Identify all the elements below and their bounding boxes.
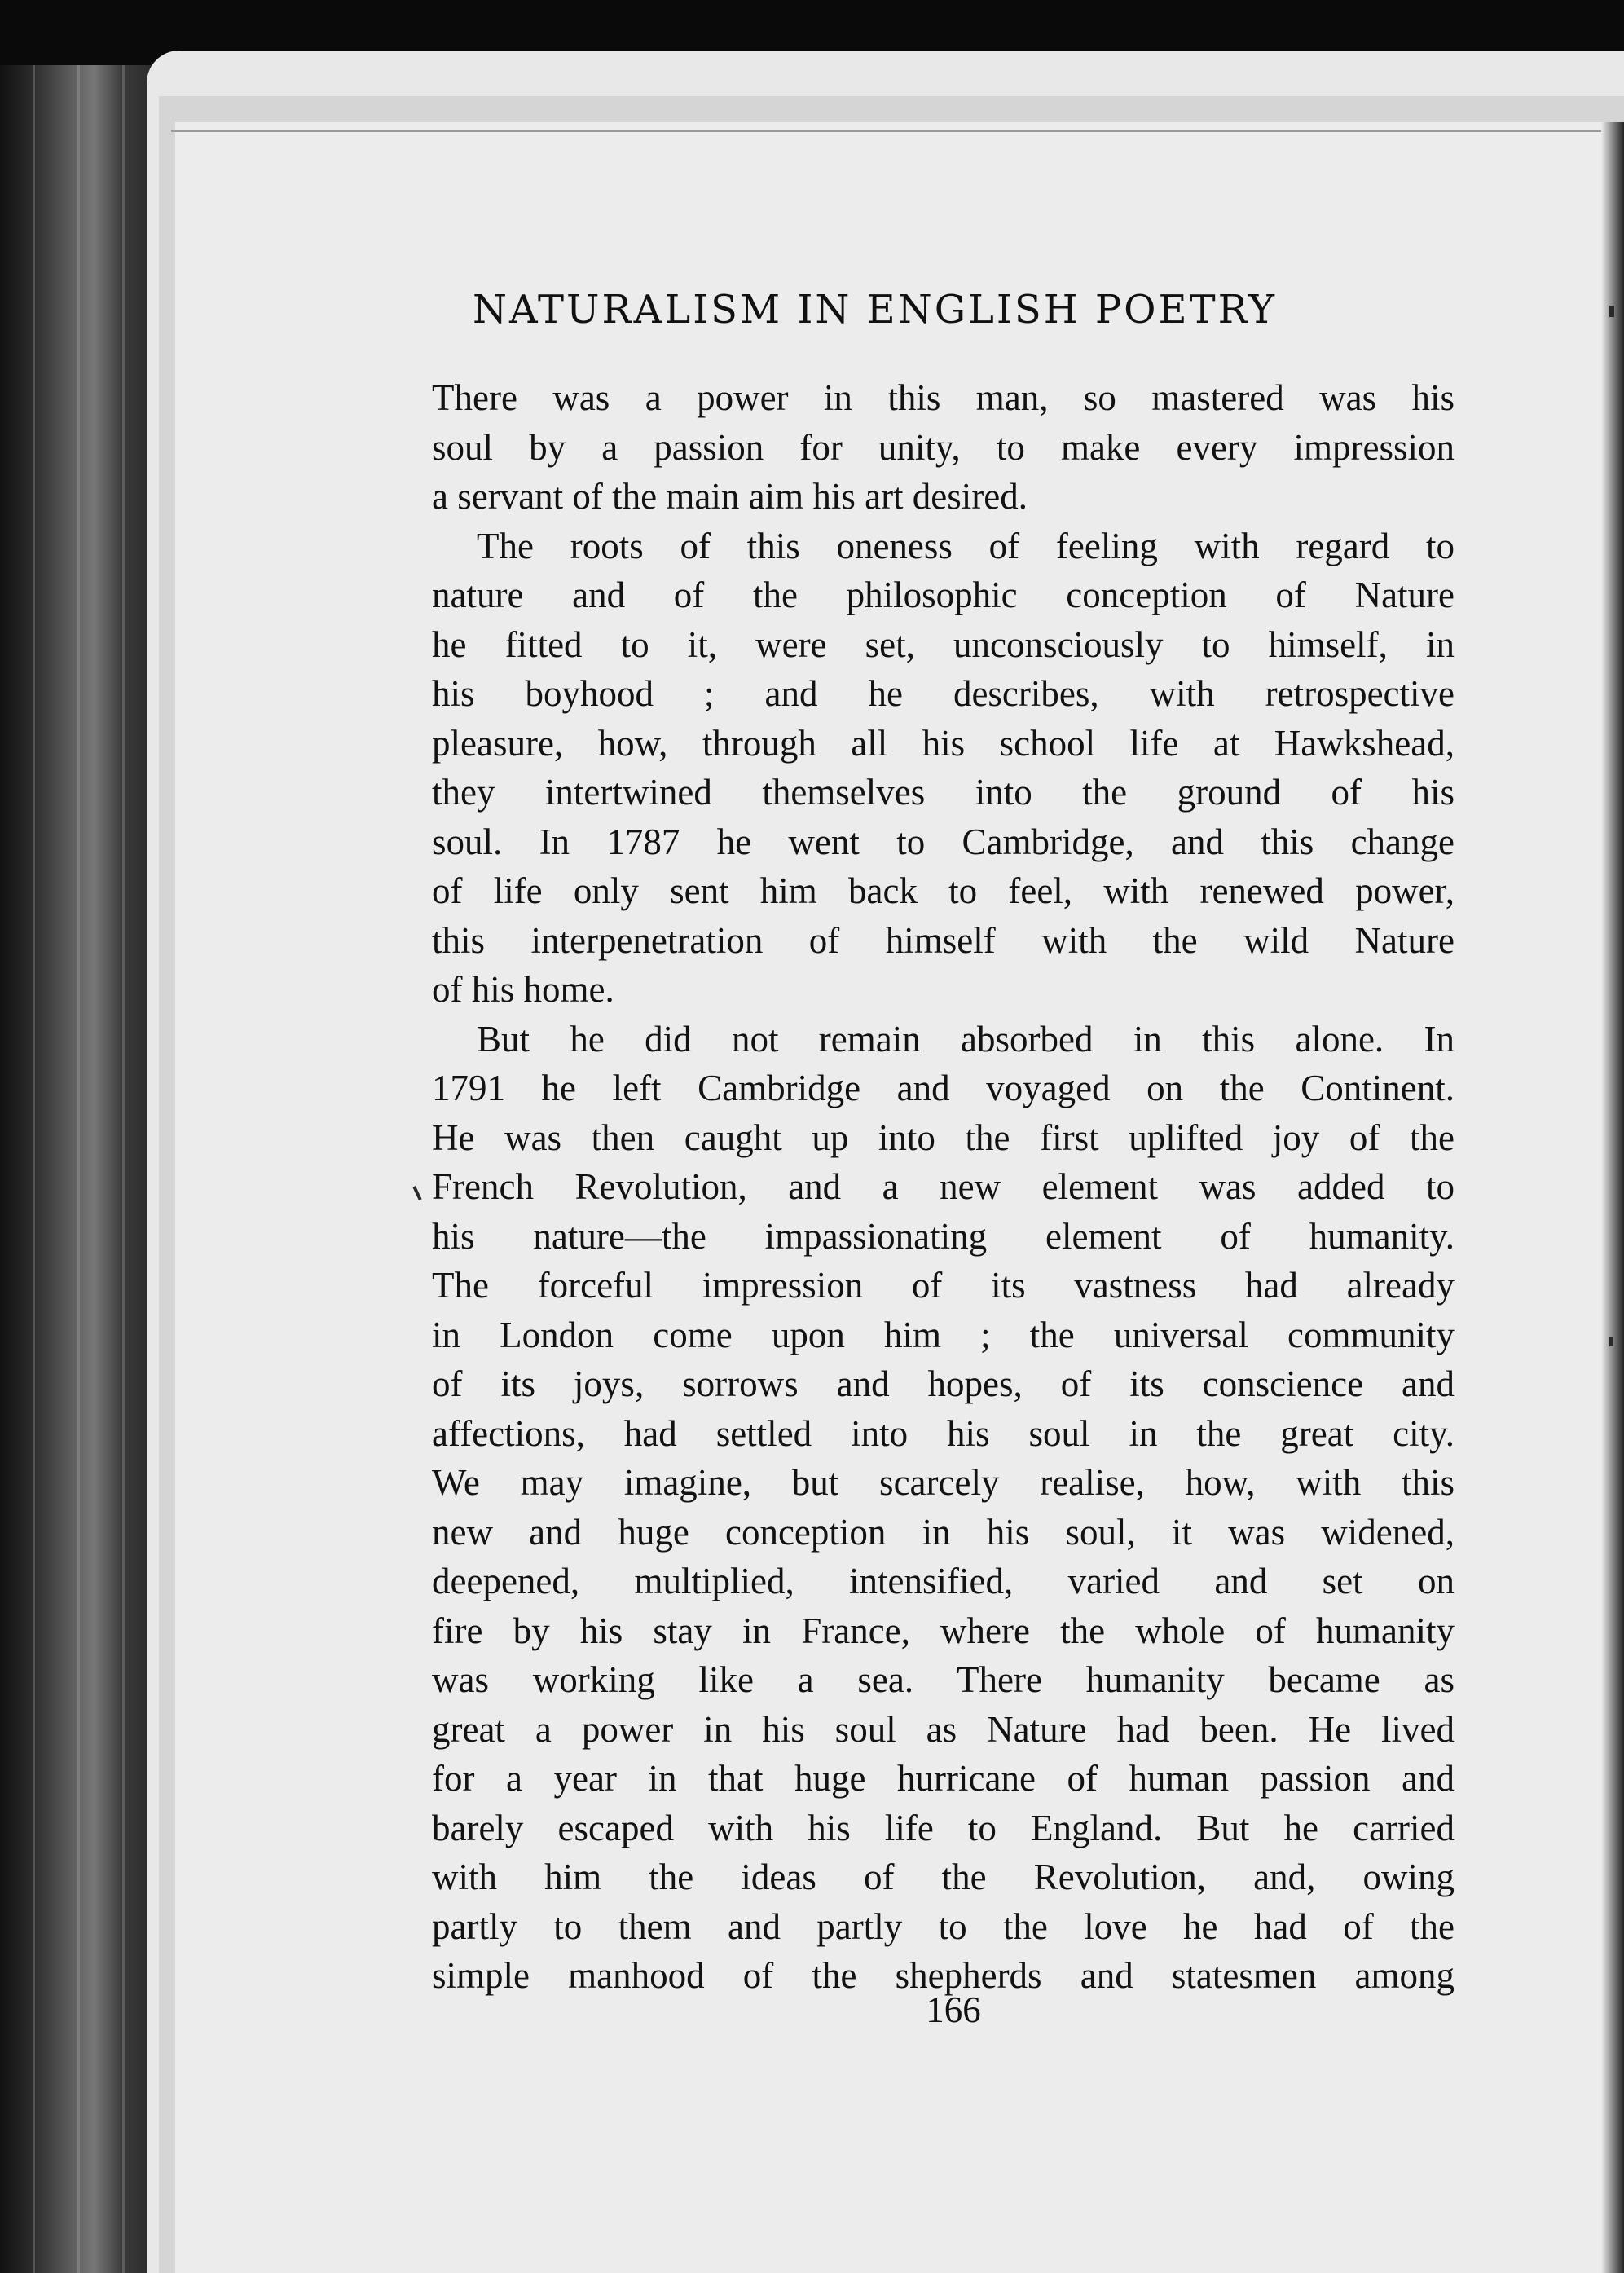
edge-stripe <box>122 65 125 2273</box>
text-line: great a power in his soul as Nature had been. He lived <box>432 1708 1455 1750</box>
text-line: pleasure, how, through all his school life at Hawkshead, <box>432 722 1455 764</box>
book-edge <box>0 65 171 2273</box>
page-top-rule <box>171 130 1605 132</box>
text-line: The roots of this oneness of feeling with regard to <box>477 525 1455 566</box>
text-line: in London come upon him ; the universal community <box>432 1314 1455 1355</box>
text-line: with him the ideas of the Revolution, and, owing <box>432 1857 1455 1897</box>
text-line: soul. In 1787 he went to Cambridge, and this change <box>432 821 1455 862</box>
edge-stripe <box>77 65 80 2273</box>
text-line: He was then caught up into the first uplifted joy of the <box>432 1117 1455 1158</box>
text-line: his nature—the impassionating element of humanity. <box>432 1215 1455 1257</box>
text-line: simple manhood of the shepherds and statesmen among <box>432 1955 1455 1996</box>
text-line: of its joys, sorrows and hopes, of its conscience and <box>432 1363 1455 1404</box>
text-line: his boyhood ; and he describes, with retrospective <box>432 673 1455 714</box>
text-line: barely escaped with his life to England. But he carried <box>432 1807 1455 1848</box>
text-line: 1791 he left Cambridge and voyaged on the Continent. <box>432 1068 1455 1108</box>
text-line: was working like a sea. There humanity became as <box>432 1659 1455 1700</box>
text-line: nature and of the philosophic conception of Nature <box>432 575 1455 615</box>
text-line: for a year in that huge hurricane of human passion and <box>432 1758 1455 1799</box>
text-line: There was a power in this man, so mastered was his <box>432 377 1455 418</box>
page-right-shadow <box>1601 122 1624 2273</box>
text-line: he fitted to it, were set, unconsciously to himself, in <box>432 623 1455 665</box>
text-line: We may imagine, but scarcely realise, how, with this <box>432 1462 1455 1503</box>
text-line: deepened, multiplied, intensified, varied and set on <box>432 1561 1455 1601</box>
edge-stripe <box>33 65 35 2273</box>
text-line: partly to them and partly to the love he had of the <box>432 1905 1455 1947</box>
page-number: 166 <box>926 1989 981 2030</box>
text-line: But he did not remain absorbed in this alone. In <box>477 1018 1455 1059</box>
text-line: fire by his stay in France, where the whole of humanity <box>432 1610 1455 1651</box>
text-line: French Revolution, and a new element was added to <box>432 1166 1455 1207</box>
text-line: of his home. <box>432 969 614 1010</box>
margin-mark <box>1609 1337 1613 1346</box>
text-line: affections, had settled into his soul in the great city. <box>432 1412 1455 1454</box>
text-line: a servant of the main aim his art desired. <box>432 476 1028 517</box>
text-line: of life only sent him back to feel, with renewed power, <box>432 870 1455 911</box>
body-text <box>432 373 1455 2001</box>
margin-mark <box>1609 306 1614 317</box>
text-line: soul by a passion for unity, to make every impression <box>432 426 1455 468</box>
text-line: The forceful impression of its vastness had already <box>432 1265 1455 1306</box>
text-line: this interpenetration of himself with the wild Nature <box>432 919 1455 961</box>
text-line: they intertwined themselves into the ground of his <box>432 772 1455 813</box>
running-title: NATURALISM IN ENGLISH POETRY <box>473 287 1277 333</box>
text-line: new and huge conception in his soul, it was widened, <box>432 1511 1455 1553</box>
